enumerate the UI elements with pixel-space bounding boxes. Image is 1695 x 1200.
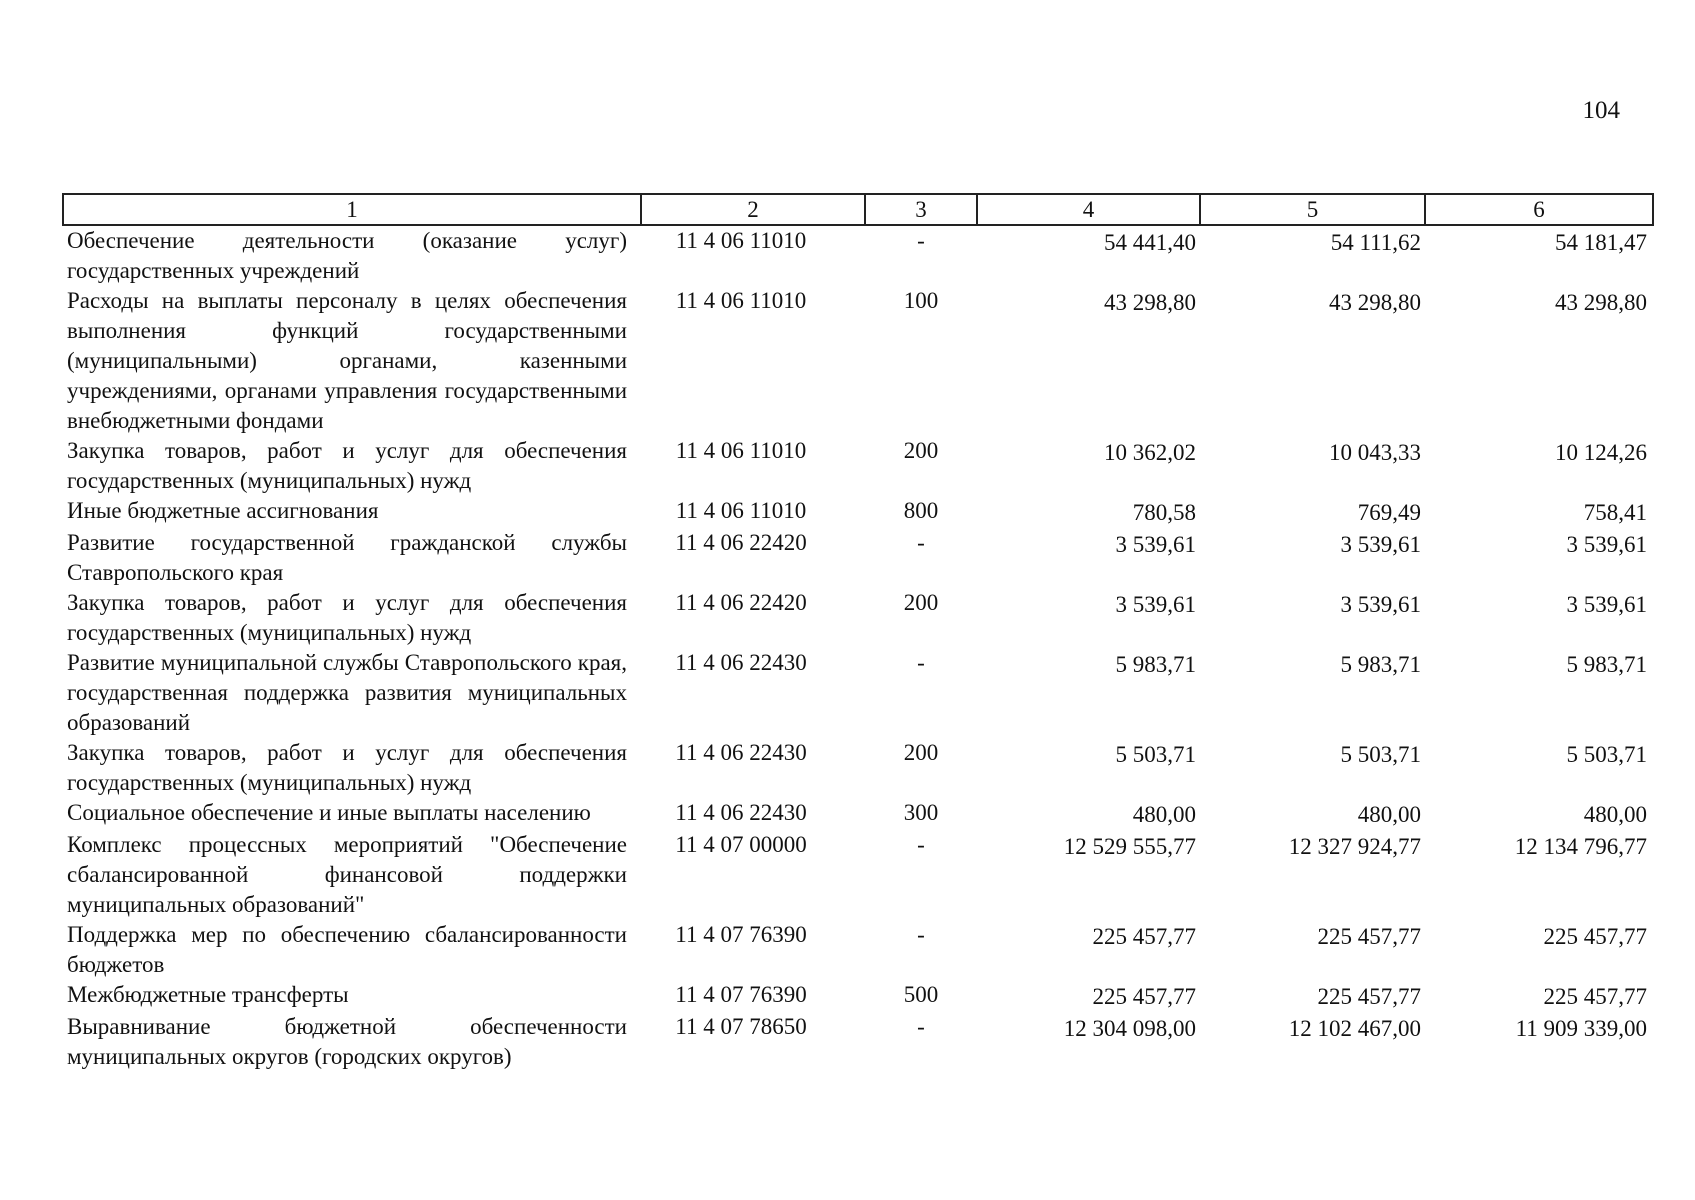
- row-value-col6: [1425, 830, 1653, 920]
- row-expense-type: 200: [903, 590, 939, 615]
- table-row: [63, 920, 1653, 980]
- column-header-5: 5: [1200, 194, 1425, 225]
- row-value-col6-text: 5 983,71: [1566, 652, 1647, 677]
- row-value-col4: [977, 1012, 1200, 1072]
- row-value-col5-text: 54 111,62: [1330, 230, 1421, 255]
- row-expense-type: -: [917, 922, 925, 947]
- table-row: [63, 798, 1653, 830]
- row-value-col5: [1200, 286, 1425, 436]
- row-code: 11 4 07 78650: [675, 1014, 807, 1039]
- row-value-col6-text: 225 457,77: [1543, 924, 1647, 949]
- row-value-col5: [1200, 738, 1425, 798]
- row-value-col6: [1425, 225, 1653, 286]
- row-value-col6-text: 3 539,61: [1566, 532, 1647, 557]
- column-number-header-row: [63, 194, 1653, 225]
- row-value-col5: [1200, 436, 1425, 496]
- table-row: [63, 496, 1653, 528]
- row-value-col6: [1425, 588, 1653, 648]
- row-expense-type: -: [917, 832, 925, 857]
- row-value-col5-text: 480,00: [1357, 802, 1421, 827]
- row-name: Закупка товаров, работ и услуг для обеспечения государственных (муниципальных) нужд: [67, 438, 627, 493]
- row-name: Закупка товаров, работ и услуг для обеспечения государственных (муниципальных) нужд: [67, 590, 627, 645]
- row-value-col4-text: 5 503,71: [1115, 742, 1196, 767]
- column-header-1: 1: [63, 194, 641, 225]
- row-value-col4-text: 3 539,61: [1115, 592, 1196, 617]
- row-name: Выравнивание бюджетной обеспеченности муниципальных округов (городских округов): [67, 1014, 627, 1069]
- row-value-col4: [977, 738, 1200, 798]
- row-value-col5-text: 12 327 924,77: [1288, 834, 1421, 859]
- row-name: Комплекс процессных мероприятий "Обеспечение сбалансированной финансовой поддержки муниципальных образований": [67, 832, 627, 917]
- row-value-col5: [1200, 588, 1425, 648]
- row-code: 11 4 06 22420: [675, 590, 807, 615]
- row-expense-type: 300: [903, 800, 939, 825]
- row-value-col4: [977, 496, 1200, 528]
- row-code: 11 4 06 11010: [675, 288, 807, 313]
- row-expense-type: 800: [903, 498, 939, 523]
- row-value-col4-text: 43 298,80: [1104, 290, 1196, 315]
- row-value-col4: [977, 920, 1200, 980]
- row-value-col4-text: 480,00: [1132, 802, 1196, 827]
- row-value-col5: [1200, 980, 1425, 1012]
- row-value-col6-text: 11 909 339,00: [1515, 1016, 1647, 1041]
- row-name: Закупка товаров, работ и услуг для обеспечения государственных (муниципальных) нужд: [67, 740, 627, 795]
- row-code: 11 4 06 11010: [675, 228, 807, 253]
- row-name: Расходы на выплаты персоналу в целях обеспечения выполнения функций государственными (муниципальными) органами, казенными учреждениями, органами управления государственными внебюджетными фондами: [67, 288, 627, 433]
- row-value-col5: [1200, 496, 1425, 528]
- row-value-col4-text: 5 983,71: [1115, 652, 1196, 677]
- row-value-col4-text: 54 441,40: [1104, 230, 1196, 255]
- row-value-col6: [1425, 286, 1653, 436]
- row-value-col6-text: 480,00: [1583, 802, 1647, 827]
- row-value-col6: [1425, 798, 1653, 830]
- table-row: [63, 648, 1653, 738]
- row-value-col5: [1200, 528, 1425, 588]
- row-code: 11 4 06 22430: [675, 800, 807, 825]
- table-row: [63, 738, 1653, 798]
- row-value-col4: [977, 798, 1200, 830]
- row-expense-type: 100: [903, 288, 939, 313]
- row-value-col5-text: 3 539,61: [1340, 532, 1421, 557]
- row-name: Развитие государственной гражданской службы Ставропольского края: [67, 530, 627, 585]
- row-value-col6-text: 225 457,77: [1543, 984, 1647, 1009]
- row-value-col5: [1200, 920, 1425, 980]
- row-name: Межбюджетные трансферты: [67, 982, 349, 1007]
- row-code: 11 4 07 00000: [675, 832, 807, 857]
- row-value-col4-text: 225 457,77: [1092, 984, 1196, 1009]
- row-value-col4: [977, 648, 1200, 738]
- table-row: [63, 286, 1653, 436]
- row-value-col6: [1425, 496, 1653, 528]
- row-value-col6-text: 12 134 796,77: [1514, 834, 1647, 859]
- row-value-col4: [977, 588, 1200, 648]
- row-value-col4-text: 10 362,02: [1104, 440, 1196, 465]
- row-value-col4-text: 780,58: [1132, 500, 1196, 525]
- row-value-col6-text: 54 181,47: [1555, 230, 1647, 255]
- row-value-col5-text: 43 298,80: [1329, 290, 1421, 315]
- table-row: [63, 1012, 1653, 1072]
- row-value-col5: [1200, 798, 1425, 830]
- row-code: 11 4 07 76390: [675, 922, 807, 947]
- row-code: 11 4 06 11010: [675, 498, 807, 523]
- row-value-col6-text: 10 124,26: [1555, 440, 1647, 465]
- row-value-col4-text: 225 457,77: [1092, 924, 1196, 949]
- row-value-col6: [1425, 436, 1653, 496]
- table-row: [63, 588, 1653, 648]
- row-code: 11 4 07 76390: [675, 982, 807, 1007]
- row-code: 11 4 06 11010: [675, 438, 807, 463]
- row-code: 11 4 06 22430: [675, 650, 807, 675]
- row-name: Иные бюджетные ассигнования: [67, 498, 379, 523]
- row-name: Развитие муниципальной службы Ставропольского края, государственная поддержка развития муниципальных образований: [67, 650, 627, 735]
- row-value-col6: [1425, 920, 1653, 980]
- row-value-col5-text: 12 102 467,00: [1288, 1016, 1421, 1041]
- row-value-col5-text: 3 539,61: [1340, 592, 1421, 617]
- row-code: 11 4 06 22430: [675, 740, 807, 765]
- row-expense-type: 500: [903, 982, 939, 1007]
- row-value-col4: [977, 436, 1200, 496]
- row-value-col5: [1200, 830, 1425, 920]
- table-row: [63, 980, 1653, 1012]
- row-value-col4: [977, 225, 1200, 286]
- row-name: Обеспечение деятельности (оказание услуг) государственных учреждений: [67, 228, 627, 283]
- column-header-6: 6: [1425, 194, 1653, 225]
- row-value-col4: [977, 286, 1200, 436]
- row-code: 11 4 06 22420: [675, 530, 807, 555]
- row-value-col6-text: 43 298,80: [1555, 290, 1647, 315]
- row-value-col6: [1425, 980, 1653, 1012]
- row-name: Поддержка мер по обеспечению сбалансированности бюджетов: [67, 922, 627, 977]
- row-value-col6: [1425, 738, 1653, 798]
- row-value-col5: [1200, 225, 1425, 286]
- column-header-2: 2: [641, 194, 865, 225]
- row-value-col4-text: 3 539,61: [1115, 532, 1196, 557]
- row-value-col4: [977, 528, 1200, 588]
- row-expense-type: -: [917, 228, 925, 253]
- row-value-col5-text: 5 503,71: [1340, 742, 1421, 767]
- column-header-3: 3: [865, 194, 977, 225]
- row-value-col5: [1200, 648, 1425, 738]
- row-value-col4-text: 12 304 098,00: [1063, 1016, 1196, 1041]
- row-expense-type: 200: [903, 740, 939, 765]
- row-expense-type: 200: [903, 438, 939, 463]
- row-value-col5-text: 225 457,77: [1317, 924, 1421, 949]
- budget-table: [62, 193, 1654, 1072]
- row-expense-type: -: [917, 1014, 925, 1039]
- row-value-col5: [1200, 1012, 1425, 1072]
- row-value-col6-text: 3 539,61: [1566, 592, 1647, 617]
- row-value-col5-text: 225 457,77: [1317, 984, 1421, 1009]
- row-value-col5-text: 10 043,33: [1329, 440, 1421, 465]
- row-value-col5-text: 5 983,71: [1340, 652, 1421, 677]
- table-row: [63, 830, 1653, 920]
- row-value-col4: [977, 830, 1200, 920]
- row-value-col6-text: 758,41: [1583, 500, 1647, 525]
- table-row: [63, 528, 1653, 588]
- row-value-col4: [977, 980, 1200, 1012]
- row-expense-type: -: [917, 650, 925, 675]
- table-row: [63, 225, 1653, 286]
- column-header-4: 4: [977, 194, 1200, 225]
- row-value-col6-text: 5 503,71: [1566, 742, 1647, 767]
- row-value-col5-text: 769,49: [1357, 500, 1421, 525]
- row-value-col6: [1425, 528, 1653, 588]
- page-number: 104: [1582, 97, 1620, 124]
- row-value-col6: [1425, 1012, 1653, 1072]
- row-name: Социальное обеспечение и иные выплаты населению: [67, 800, 591, 825]
- table-body: [63, 225, 1653, 1072]
- row-expense-type: -: [917, 530, 925, 555]
- row-value-col6: [1425, 648, 1653, 738]
- row-value-col4-text: 12 529 555,77: [1063, 834, 1196, 859]
- table-row: [63, 436, 1653, 496]
